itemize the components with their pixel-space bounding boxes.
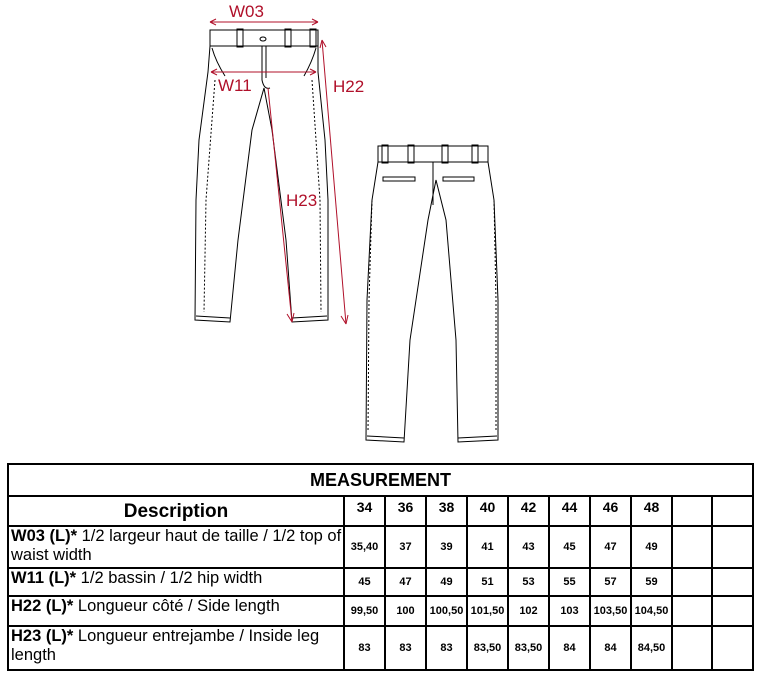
- value-cell: 83: [426, 626, 467, 670]
- row-code: H23 (L)*: [11, 627, 74, 645]
- value-cell: 99,50: [344, 596, 385, 626]
- value-cell: 45: [549, 526, 590, 568]
- size-header: 44: [549, 496, 590, 526]
- value-cell: 101,50: [467, 596, 508, 626]
- value-cell: 49: [631, 526, 672, 568]
- value-cell: 41: [467, 526, 508, 568]
- back-view: [366, 145, 498, 442]
- description-header: Description: [8, 496, 344, 526]
- value-cell-empty: [672, 526, 712, 568]
- row-code: W03 (L)*: [11, 527, 77, 545]
- table-row: [8, 626, 753, 670]
- row-text: Longueur côté / Side length: [73, 597, 280, 615]
- value-cell: 84,50: [631, 626, 672, 670]
- value-cell-empty: [672, 596, 712, 626]
- value-cell: 100: [385, 596, 426, 626]
- value-cell: 84: [590, 626, 631, 670]
- value-cell: 83: [385, 626, 426, 670]
- value-cell: 57: [590, 568, 631, 596]
- value-cell: 104,50: [631, 596, 672, 626]
- size-header: 48: [631, 496, 672, 526]
- table-row: [8, 526, 753, 568]
- row-description: [8, 526, 344, 568]
- value-cell-empty: [672, 568, 712, 596]
- row-text: Longueur entrejambe / Inside leg length: [11, 627, 320, 664]
- value-cell-empty: [712, 526, 753, 568]
- value-cell: 83,50: [467, 626, 508, 670]
- value-cell: 43: [508, 526, 549, 568]
- value-cell: 100,50: [426, 596, 467, 626]
- h22-label: H22: [333, 77, 365, 96]
- w03-label: W03: [229, 2, 264, 21]
- row-description: [8, 626, 344, 670]
- value-cell: 47: [385, 568, 426, 596]
- row-text: 1/2 bassin / 1/2 hip width: [76, 569, 263, 587]
- w11-label: W11: [218, 76, 252, 95]
- value-cell-empty: [712, 626, 753, 670]
- size-header: 38: [426, 496, 467, 526]
- size-header: 40: [467, 496, 508, 526]
- value-cell-empty: [712, 568, 753, 596]
- value-cell: 45: [344, 568, 385, 596]
- size-header-empty: [712, 496, 753, 526]
- value-cell: 84: [549, 626, 590, 670]
- value-cell: 55: [549, 568, 590, 596]
- row-description: [8, 568, 344, 596]
- size-header: 34: [344, 496, 385, 526]
- value-cell: 37: [385, 526, 426, 568]
- size-header: 46: [590, 496, 631, 526]
- dimension-lines: [210, 19, 348, 324]
- value-cell: 51: [467, 568, 508, 596]
- value-cell: 83: [344, 626, 385, 670]
- value-cell: 35,40: [344, 526, 385, 568]
- row-code: H22 (L)*: [11, 597, 74, 615]
- value-cell: 39: [426, 526, 467, 568]
- value-cell-empty: [712, 596, 753, 626]
- h23-label: H23: [286, 191, 318, 210]
- value-cell: 102: [508, 596, 549, 626]
- value-cell: 83,50: [508, 626, 549, 670]
- size-header: 42: [508, 496, 549, 526]
- size-header-empty: [672, 496, 712, 526]
- row-code: W11 (L)*: [11, 569, 77, 587]
- front-view: [195, 29, 328, 322]
- row-text: 1/2 largeur haut de taille / 1/2 top of waist width: [11, 527, 342, 564]
- value-cell: 59: [631, 568, 672, 596]
- row-description: [8, 596, 344, 626]
- table-row: [8, 596, 753, 626]
- value-cell: 47: [590, 526, 631, 568]
- value-cell: 53: [508, 568, 549, 596]
- table-title: MEASUREMENT: [8, 464, 753, 496]
- measurement-table: [7, 463, 754, 671]
- value-cell: 103,50: [590, 596, 631, 626]
- value-cell: 49: [426, 568, 467, 596]
- value-cell-empty: [672, 626, 712, 670]
- table-row: [8, 568, 753, 596]
- value-cell: 103: [549, 596, 590, 626]
- size-header: 36: [385, 496, 426, 526]
